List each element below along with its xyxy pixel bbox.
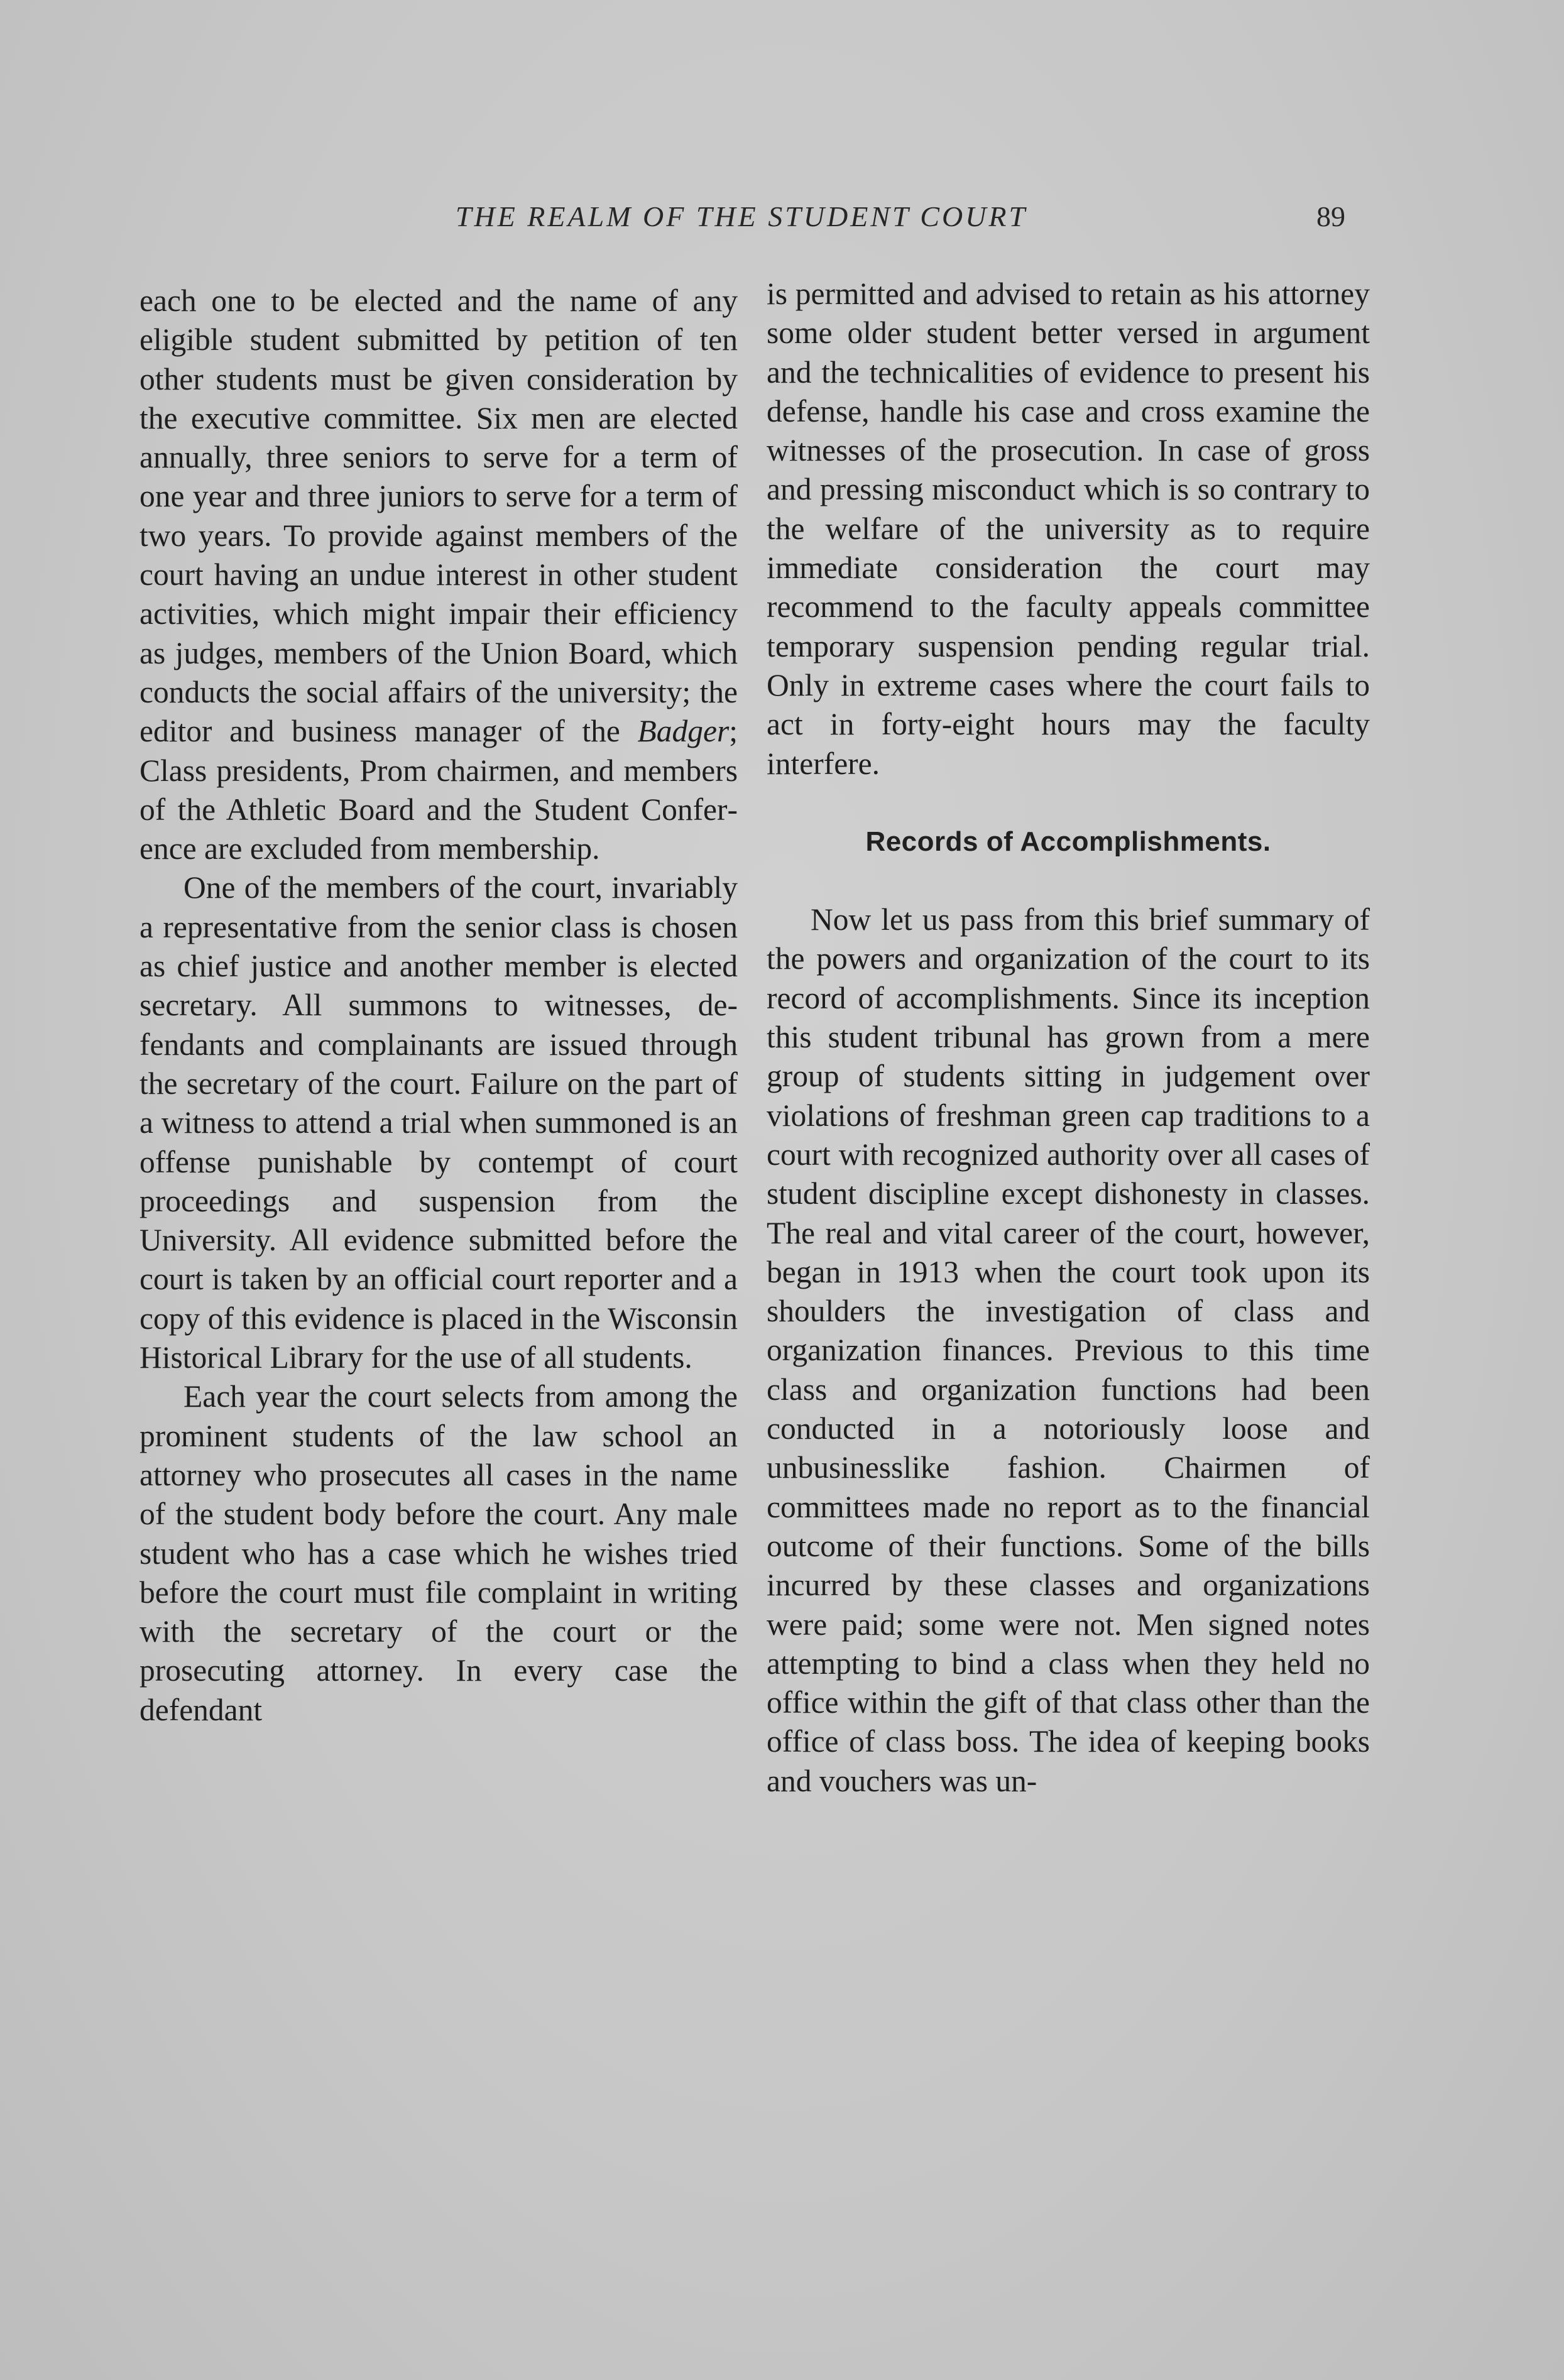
left-column <box>139 281 738 1730</box>
right-paragraph-2: Now let us pass from this brief summary of the powers and organization of the court to its record of accomplishments. Since its inception this student tribunal has grown from a mere group of students sitting in judgement over violations of freshman green cap traditions to a court with recognized authority over all cases of student discipline except dishonesty in classes. The real and vital career of the court, however, began in 1913 when the court took upon its shoulders the investigation of class and organization finances. Previous to this time class and organization functions had been conducted in a notoriously loose and unbusinesslike fashion. Chairmen of committees made no report as to the financial outcome of their functions. Some of the bills incurred by these classes and organizations were paid; some were not. Men signed notes attempting to bind a class when they held no office within the gift of that class other than the office of class boss. The idea of keeping books and vouchers was un- <box>767 902 1370 1798</box>
left-paragraph-1-text-a: each one to be elected and the name of any eligible student submitted by petition of ten other students must be given consideration by the executive committee. Six men are elected annually, three seniors to serve for a term of one year and three juniors to serve for a term of two years. To provide against members of the court having an undue interest in other student activities, which might impair their efficiency as judges, members of the Union Board, which conducts the social affairs of the university; the editor and business manager of the <box>139 283 738 749</box>
left-paragraph-1-text-b: ; Class presidents, Prom chairmen, and members of the Athletic Board and the Student Conference are excluded from membership. <box>139 714 738 866</box>
section-heading: Records of Accomplishments. <box>865 826 1271 857</box>
badger-italic-title: Badger <box>637 714 730 749</box>
page-number: 89 <box>1316 200 1345 232</box>
left-paragraph-2: One of the members of the court, invariably a representative from the senior class is chosen as chief justice and another member is elected secretary. All summons to witnesses, defendants and complainants are issued through the secretary of the court. Failure on the part of a witness to attend a trial when summoned is an offense punishable by contempt of court proceedings and suspension from the University. All evidence submitted before the court is taken by an official court reporter and a copy of this evidence is placed in the Wisconsin Historical Library for the use of all students. <box>139 870 738 1375</box>
left-paragraph-3: Each year the court selects from among the prominent students of the law school an attorney who prosecutes all cases in the name of the student body before the court. Any male student who has a case which he wishes tried before the court must file complaint in writing with the secretary of the court or the prosecuting attorney. In every case the defendant <box>139 1379 738 1727</box>
running-head-title: THE REALM OF THE STUDENT COURT <box>455 200 1028 232</box>
left-paragraph-1 <box>139 281 738 868</box>
right-column <box>767 275 1370 1801</box>
right-paragraph-1: is permitted and advised to retain as his attorney some older student better versed in argument and the technicalities of evidence to present his defense, handle his case and cross examine the witnesses of the prosecution. In case of gross and pressing misconduct which is so contrary to the welfare of the university as to require immediate consideration the court may recommend to the faculty appeals committee temporary suspension pending regular trial. Only in extreme cases where the court fails to act in forty-eight hours may the faculty interfere. <box>767 276 1370 781</box>
